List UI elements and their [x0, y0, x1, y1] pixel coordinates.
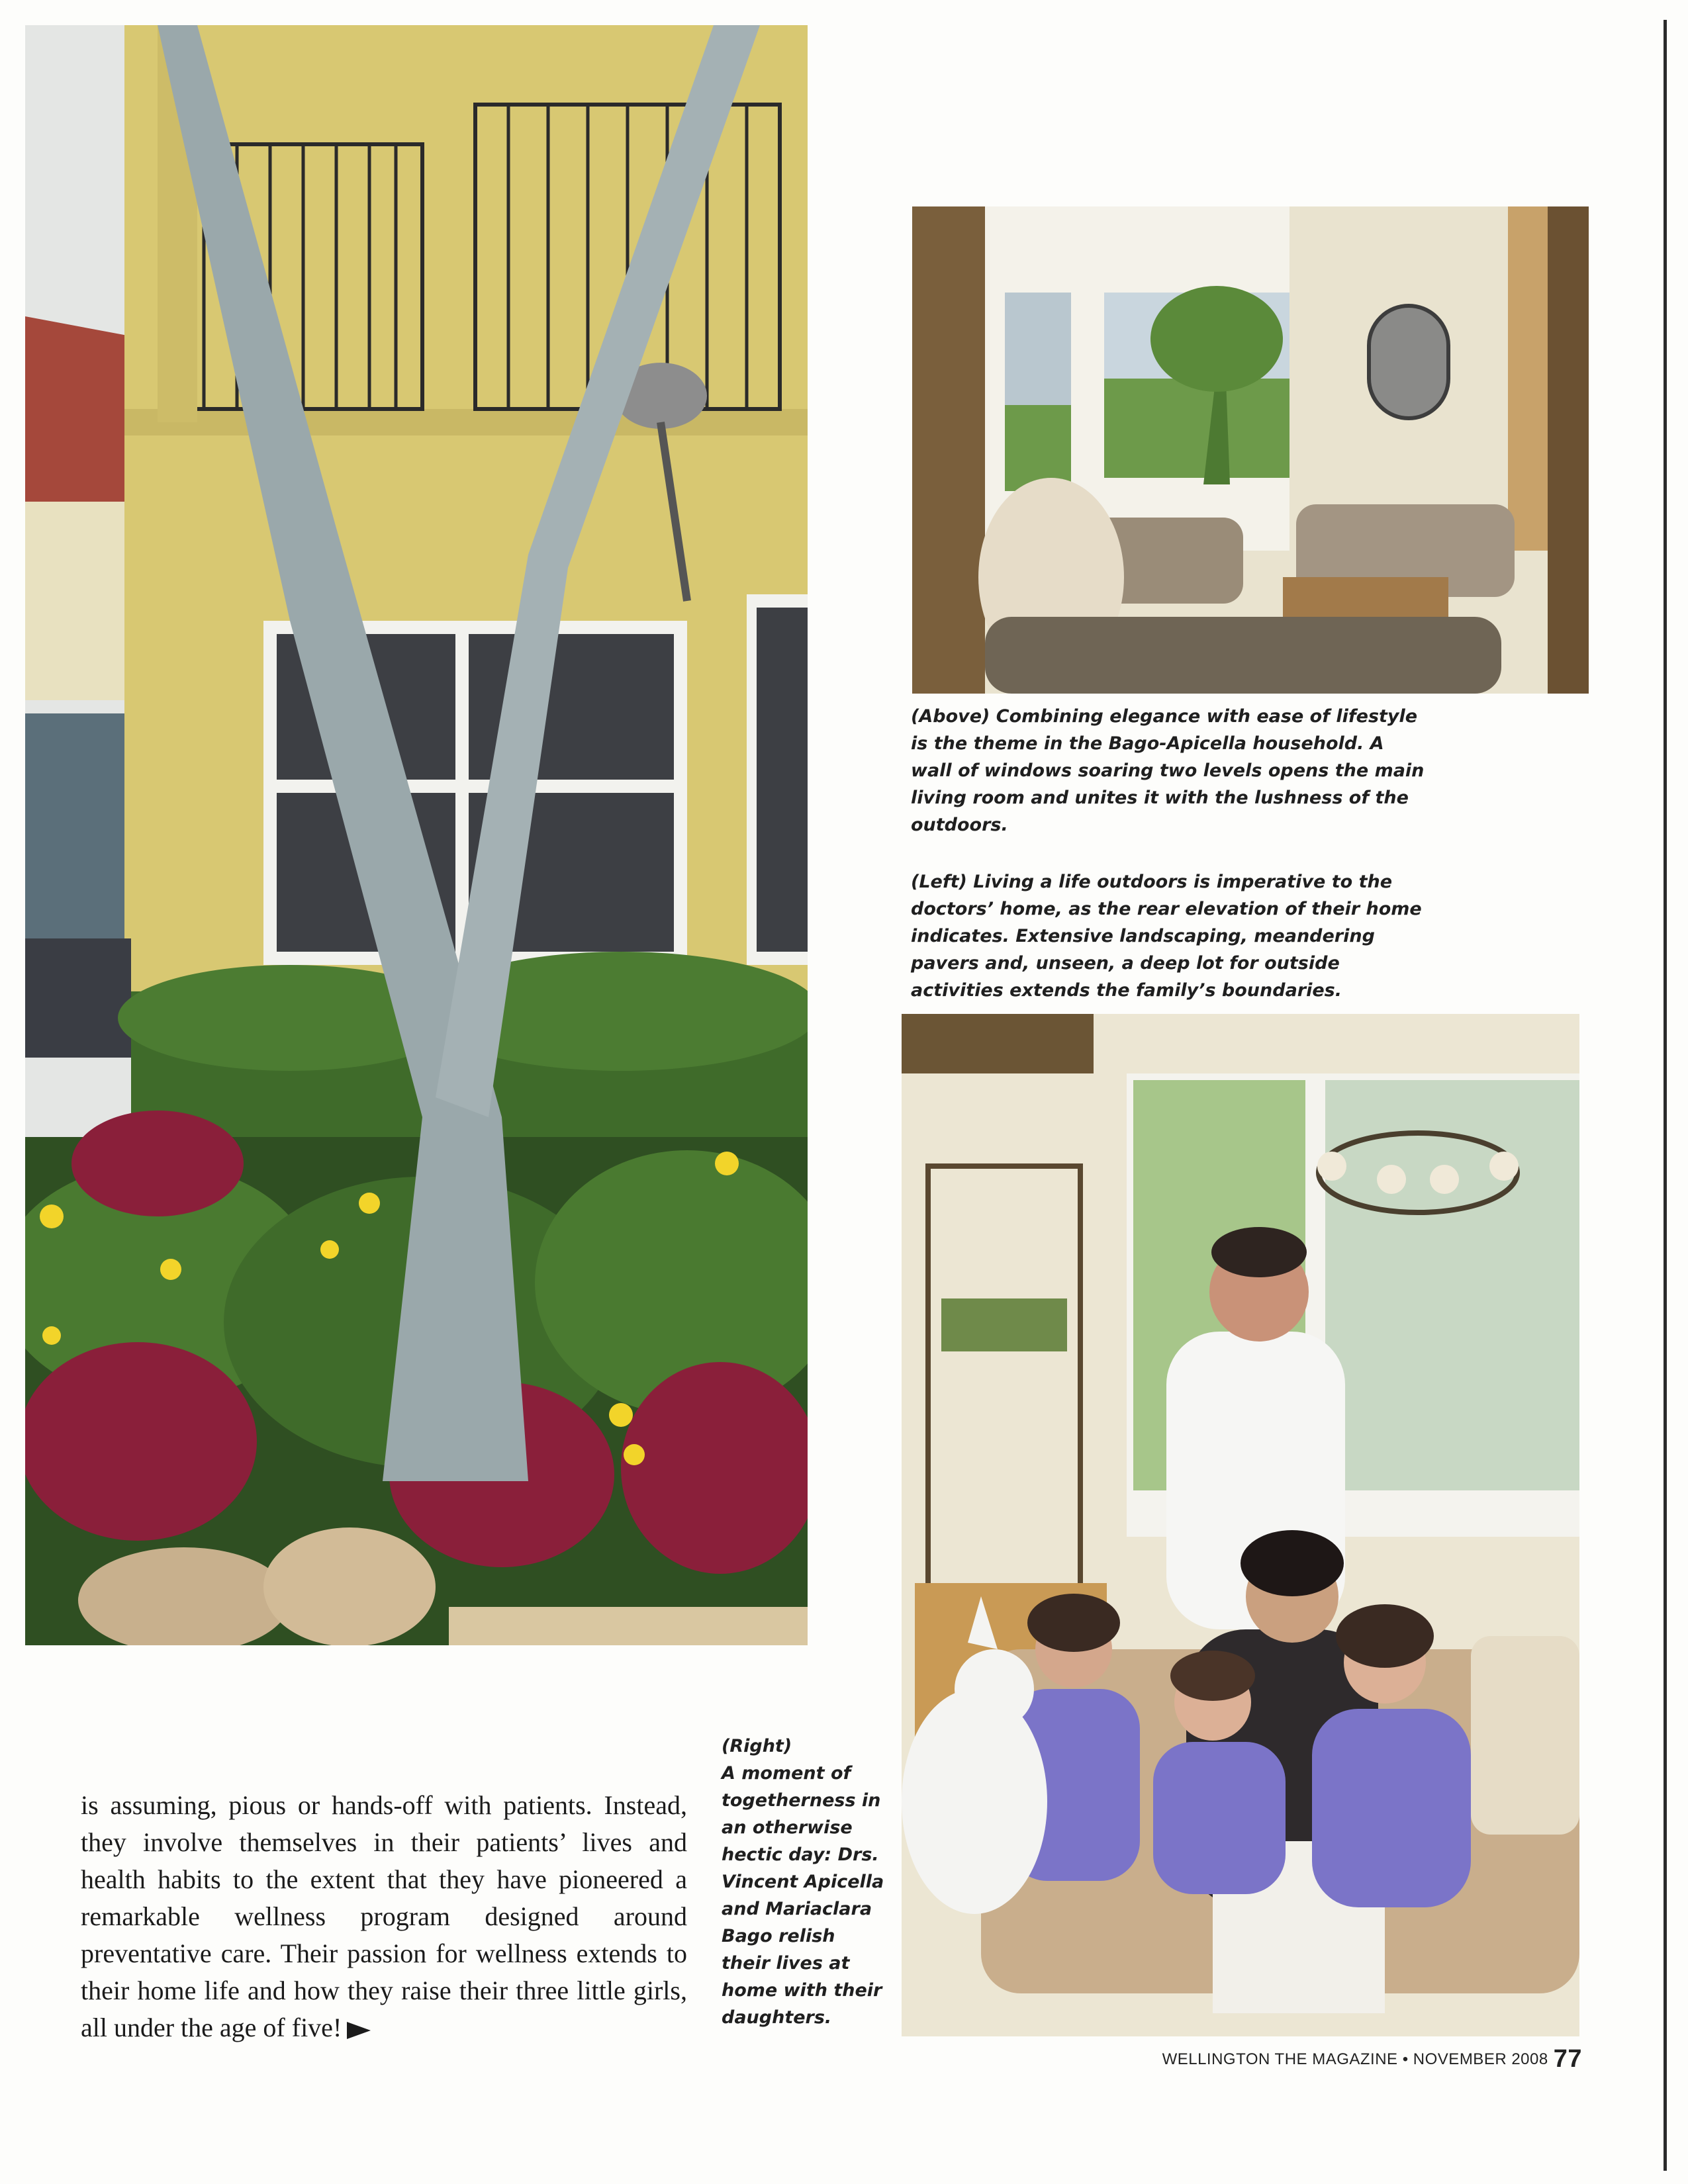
page-footer	[1162, 2045, 1582, 2073]
family-portrait-photo	[902, 1014, 1579, 2036]
caption-left: (Left) Living a life outdoors is imperative to the doctors’ home, as the rear elevation of their home indicates. Extensive landscaping, meandering pavers and, unseen, a deep lot for outside activities extends the family’s boundaries.	[911, 872, 1422, 1001]
article-body-text	[81, 1787, 687, 2046]
page-number: 77	[1553, 2045, 1582, 2073]
caption-right-text: A moment of togetherness in an otherwise hectic day: Drs. Vincent Apicella and Mariaclara Bago relish their lives at home with their daughters.	[722, 1763, 884, 2028]
article-body-span: is assuming, pious or hands-off with patients. Instead, they involve themselves in their patients’ lives and health habits to the extent that they have pioneered a remarkable wellness program designed around preventative care. Their passion for wellness extends to their home life and how they raise their three little girls, all under the age of five!	[81, 1790, 687, 2042]
living-room-photo	[912, 206, 1589, 694]
caption-right-label: (Right)	[722, 1736, 792, 1756]
exterior-house-photo	[25, 25, 808, 1645]
caption-above: (Above) Combining elegance with ease of lifestyle is the theme in the Bago-Apicella household. A wall of windows soaring two levels opens the main living room and unites it with the lushness of the outdoors.	[911, 706, 1425, 835]
page-edge-divider	[1664, 20, 1667, 2171]
caption-right	[722, 1733, 887, 2031]
footer-publication: WELLINGTON THE MAGAZINE • NOVEMBER 2008	[1162, 2050, 1548, 2068]
continued-arrow-icon	[347, 2022, 371, 2039]
